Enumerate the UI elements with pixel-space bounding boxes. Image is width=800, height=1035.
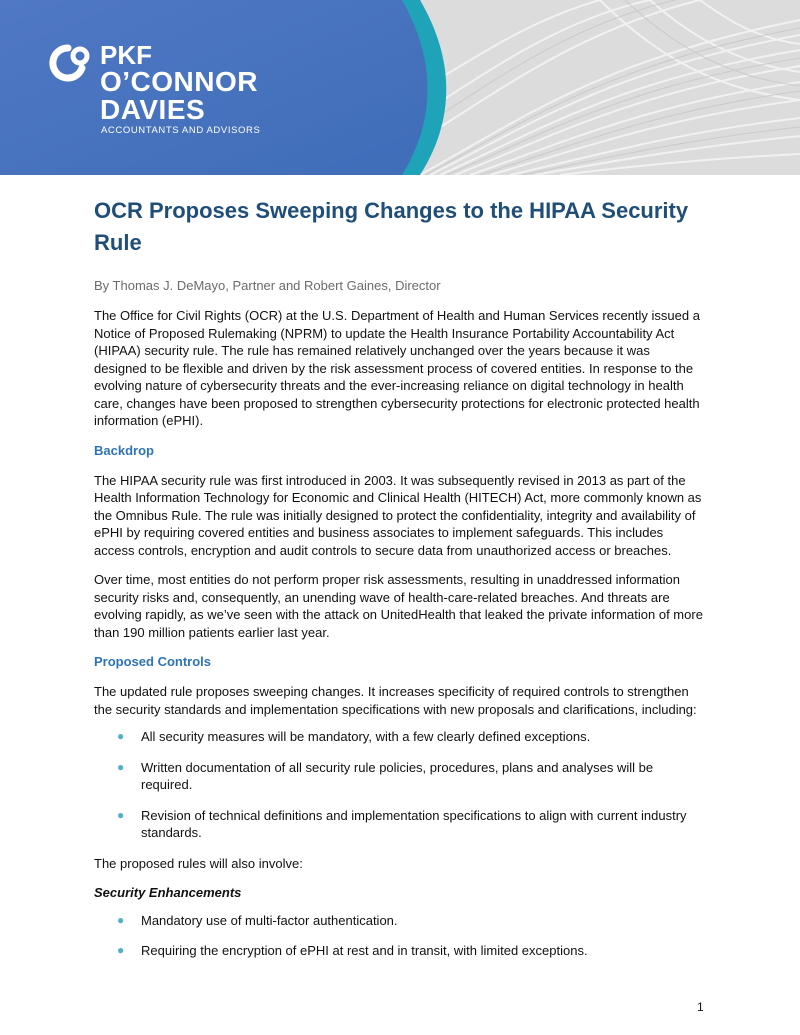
backdrop-paragraph-2: Over time, most entities do not perform proper risk assessments, resulting in unaddressed information security risks and, consequently, an unending wave of health-care-related breaches. And threats are evolving rapidly, as we’ve seen with the attack on UnitedHealth that leaked the private information of more than 190 million patients earlier last year. [94,572,703,640]
bullet-icon: ● [117,943,125,957]
list-item [94,807,706,842]
list-item [94,912,706,930]
bullet-icon: ● [117,912,125,927]
list-item [94,942,706,960]
list-item-text: Requiring the encryption of ePHI at rest and in transit, with limited exceptions. [141,943,588,958]
header-banner [0,0,800,175]
bullet-icon: ● [117,807,125,822]
logo-tagline: ACCOUNTANTS AND ADVISORS [101,125,261,136]
logo-line-1: O’CONNOR [100,66,258,97]
enhancements-heading: Security Enhancements [94,885,242,900]
list-item [94,759,706,794]
article-byline: By Thomas J. DeMayo, Partner and Robert Gaines, Director [94,278,441,293]
list-item-text: Revision of technical definitions and implementation specifications to align with current industry standards. [141,807,687,840]
article-body [94,195,706,973]
article-title: OCR Proposes Sweeping Changes to the HIPAA Security Rule [94,198,689,255]
pkf-logo-icon [46,42,98,84]
list-item-text: All security measures will be mandatory, with a few clearly defined exceptions. [141,729,591,744]
controls-list [94,728,706,842]
list-item [94,728,706,746]
logo-prefix: PKF [100,40,152,70]
intro-paragraph: The Office for Civil Rights (OCR) at the U.S. Department of Health and Human Services recently issued a Notice of Proposed Rulemaking (NPRM) to update the Health Insurance Portability Accountability Act (HIPAA) security rule. The rule has remained relatively unchanged over the years because it was designed to be flexible and driven by the risk assessment process of covered entities. In response to the evolving nature of cybersecurity threats and the ever-increasing reliance on digital technology in health care, changes have been proposed to strengthen cybersecurity protections for electronic protected health information (ePHI). [94,308,700,428]
also-involve-paragraph: The proposed rules will also involve: [94,855,303,871]
bullet-icon: ● [117,759,125,774]
page-number: 1 [697,1000,704,1014]
backdrop-heading: Backdrop [94,442,154,458]
logo-line-2: DAVIES [100,94,206,125]
list-item-text: Mandatory use of multi-factor authentication. [141,912,398,928]
enhancements-list [94,912,706,960]
bullet-icon: ● [117,729,125,743]
list-item-text: Written documentation of all security rule policies, procedures, plans and analyses will be required. [141,759,654,792]
controls-heading: Proposed Controls [94,654,212,669]
backdrop-paragraph-1: The HIPAA security rule was first introduced in 2003. It was subsequently revised in 2013 as part of the Health Information Technology for Economic and Clinical Health (HITECH) Act, more commonly known as the Omnibus Rule. The rule was initially designed to protect the confidentiality, integrity and availability of ePHI by requiring covered entities and business associates to implement safeguards. This includes access controls, encryption and audit controls to secure data from unauthorized access or breaches. [94,472,702,558]
controls-paragraph: The updated rule proposes sweeping changes. It increases specificity of required controls to strengthen the security standards and implementation specifications with new proposals and clarifications, including: [94,684,697,717]
